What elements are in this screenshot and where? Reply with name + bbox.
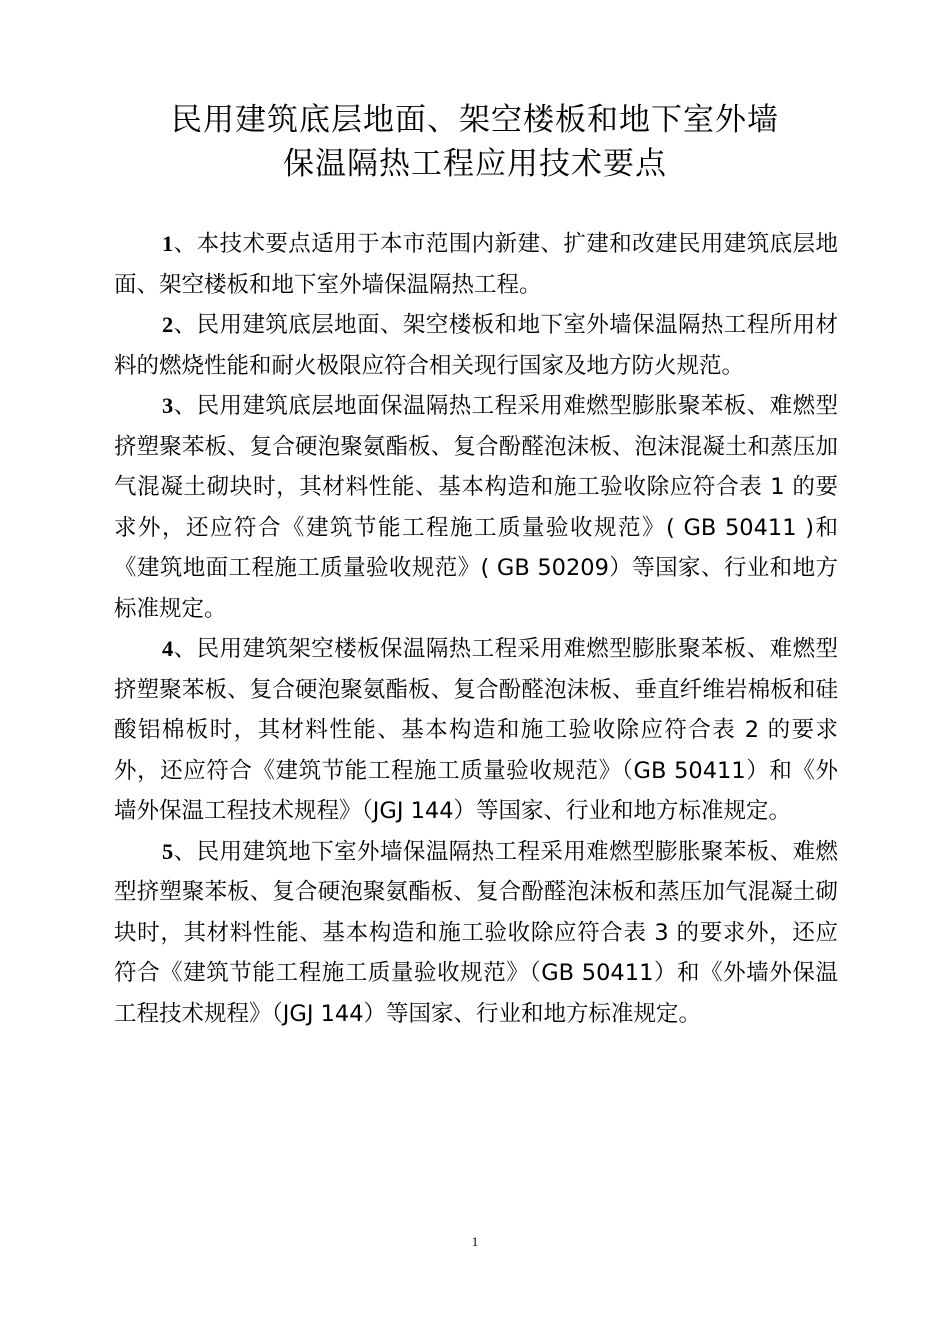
paragraph-5 — [114, 832, 838, 1035]
paragraph-text: 、本技术要点适用于本市范围内新建、扩建和改建民用建筑底层地面、架空楼板和地下室外墙保温隔热工程。 — [114, 231, 838, 298]
paragraph-number: 4 — [162, 636, 174, 661]
document-title — [80, 98, 870, 186]
paragraph-1 — [114, 224, 838, 305]
paragraph-text: 、民用建筑地下室外墙保温隔热工程采用难燃型膨胀聚苯板、难燃型挤塑聚苯板、复合硬泡聚氨酯板、复合酚醛泡沫板和蒸压加气混凝土砌块时，其材料性能、基本构造和施工验收除应符合表 3 的要求外，还应符合《建筑节能工程施工质量验收规范》（GB 50411）和《外墙外保温工程技术规程》（JGJ 144）等国家、行业和地方标准规定。 — [114, 838, 838, 1027]
paragraph-text: 、民用建筑架空楼板保温隔热工程采用难燃型膨胀聚苯板、难燃型挤塑聚苯板、复合硬泡聚氨酯板、复合酚醛泡沫板、垂直纤维岩棉板和硅酸铝棉板时，其材料性能、基本构造和施工验收除应符合表 2 的要求外，还应符合《建筑节能工程施工质量验收规范》（GB 50411）和《外墙外保温工程技术规程》（JGJ 144）等国家、行业和地方标准规定。 — [114, 636, 838, 824]
paragraph-text: 、民用建筑底层地面保温隔热工程采用难燃型膨胀聚苯板、难燃型挤塑聚苯板、复合硬泡聚氨酯板、复合酚醛泡沫板、泡沫混凝土和蒸压加气混凝土砌块时，其材料性能、基本构造和施工验收除应符合表 1 的要求外，还应符合《建筑节能工程施工质量验收规范》( GB 50411 )和《建筑地面工程施工质量验收规范》( GB 50209）等国家、行业和地方标准规定。 — [114, 393, 838, 622]
paragraph-2 — [114, 305, 838, 386]
paragraph-text: 、民用建筑底层地面、架空楼板和地下室外墙保温隔热工程所用材料的燃烧性能和耐火极限应符合相关现行国家及地方防火规范。 — [114, 312, 838, 379]
paragraph-number: 5 — [162, 838, 174, 864]
document-body — [114, 224, 838, 1034]
paragraph-number: 2 — [162, 312, 174, 337]
title-line-2: 保温隔热工程应用技术要点 — [283, 146, 667, 182]
paragraph-number: 1 — [162, 231, 174, 256]
paragraph-3 — [114, 386, 838, 629]
page-number: 1 — [471, 1234, 479, 1249]
title-line-1: 民用建筑底层地面、架空楼板和地下室外墙 — [171, 102, 779, 138]
paragraph-number: 3 — [162, 393, 174, 418]
paragraph-4 — [114, 629, 838, 832]
